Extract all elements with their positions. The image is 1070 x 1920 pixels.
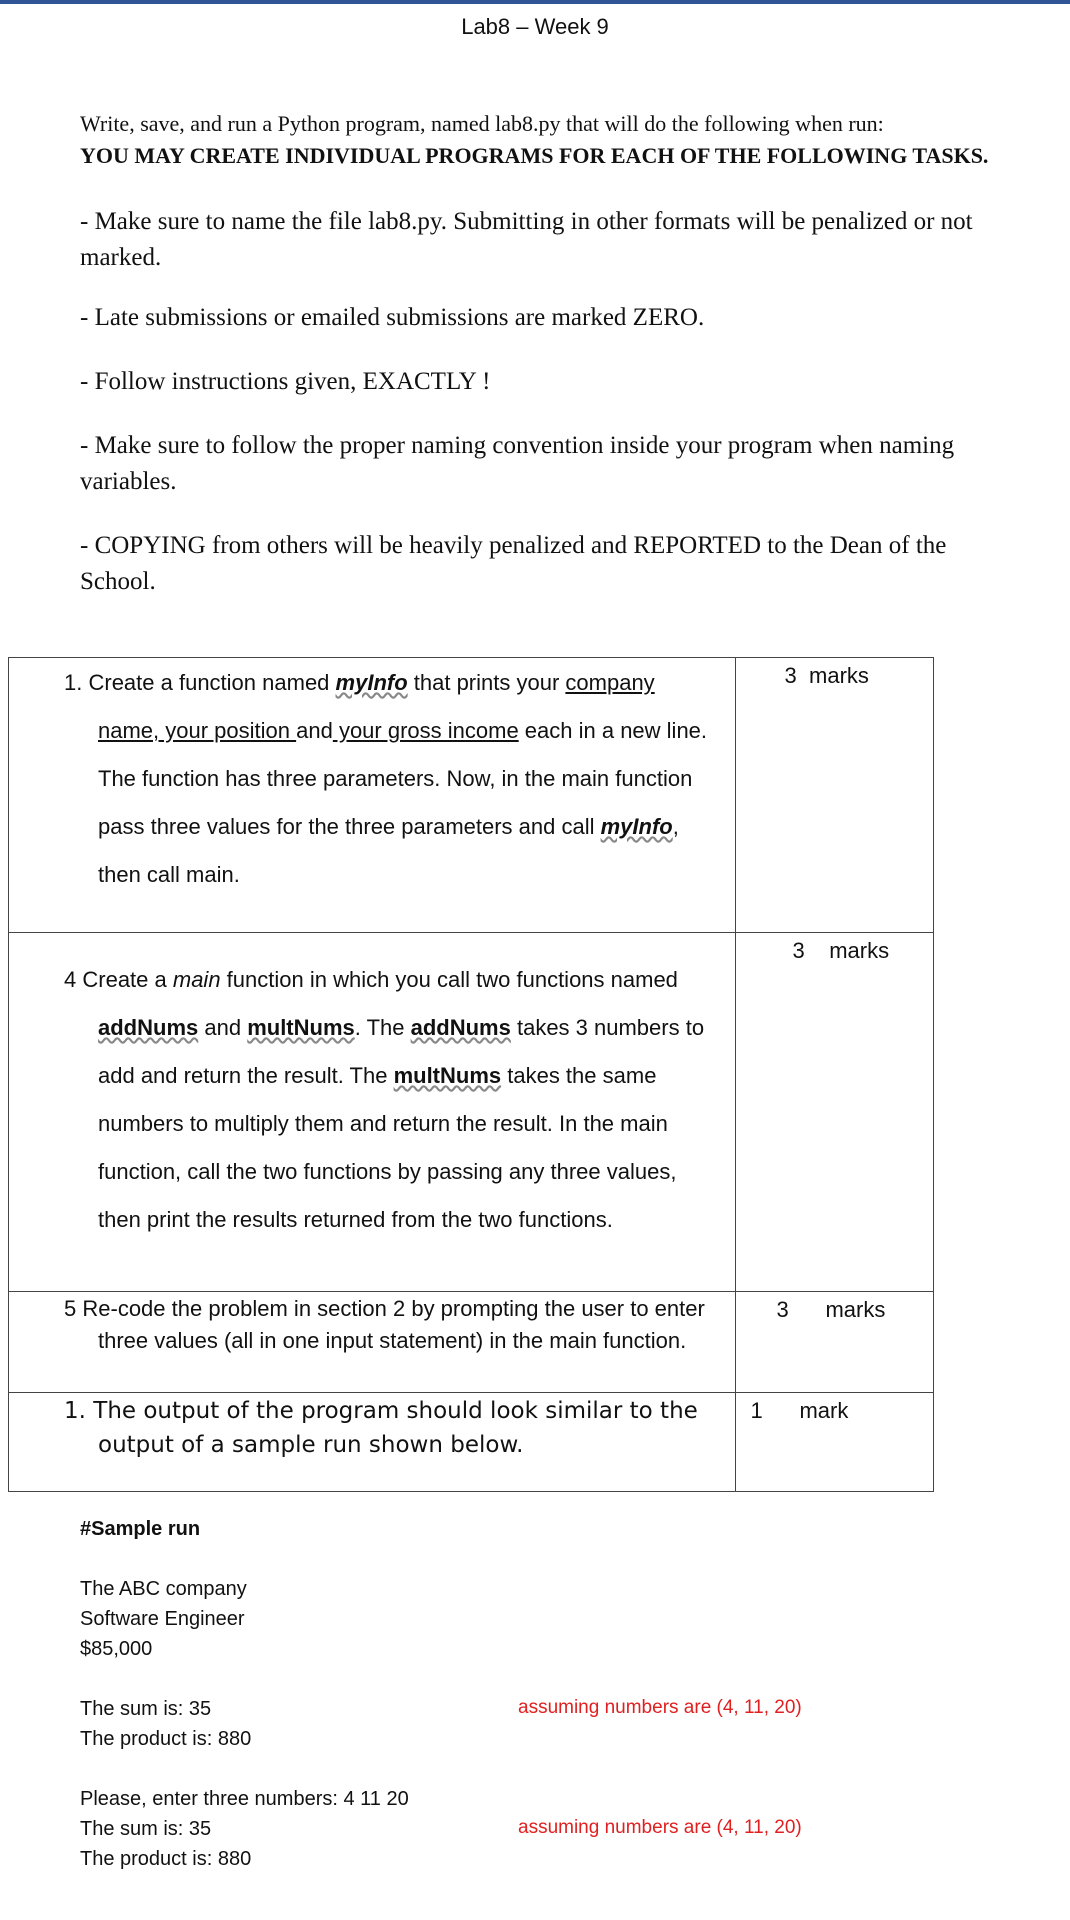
sample-run-heading: #Sample run — [80, 1518, 201, 1540]
task-2-text: 4 Create a main function in which you call two functions named addNums and multNums. The addNums takes 3 numbers to add and return the result. The multNums takes the same numbers to multiply them and return the result. In the main function, call the two functions by passing any three values, then print the results returned from the two functions. — [64, 967, 705, 1232]
rule-late: - Late submissions or emailed submissions are marked ZERO. — [80, 304, 705, 331]
task-4-text: 1. The output of the program should look similar to the output of a sample run shown below. — [64, 1398, 698, 1458]
task-2-marks: 3 marks — [792, 938, 890, 963]
sample-line: The sum is: 35 — [80, 1698, 212, 1720]
task-1-text: 1. Create a function named myInfo that prints your company name, your position and your gross income each in a new line. The function has three parameters. Now, in the main function pass three values for the three parameters and call myInfo, then call main. — [64, 670, 708, 887]
rule-copying: - COPYING from others will be heavily penalized and REPORTED to the Dean of the School. — [80, 532, 947, 595]
task-3-text: 5 Re-code the problem in section 2 by prompting the user to enter three values (all in one input statement) in the main function. — [64, 1296, 705, 1353]
task-row — [9, 933, 934, 1292]
sample-line: The ABC company — [80, 1578, 247, 1600]
sample-line: The sum is: 35 — [80, 1818, 212, 1840]
sample-line: Please, enter three numbers: 4 11 20 — [80, 1788, 409, 1810]
task-3-marks: 3 marks — [776, 1297, 886, 1322]
sample-line: The product is: 880 — [80, 1848, 252, 1870]
task-1-marks: 3 marks — [784, 663, 869, 688]
assumption-note: assuming numbers are (4, 11, 20) — [518, 1817, 802, 1838]
intro-paragraph — [80, 108, 1000, 172]
assumption-note: assuming numbers are (4, 11, 20) — [518, 1697, 802, 1718]
sample-line: Software Engineer — [80, 1608, 245, 1630]
sample-output-block-3 — [80, 1784, 409, 1874]
intro-line: Write, save, and run a Python program, named lab8.py that will do the following when run: — [80, 111, 884, 136]
sample-line: $85,000 — [80, 1638, 153, 1660]
task-row — [9, 658, 934, 933]
sample-line: The product is: 880 — [80, 1728, 252, 1750]
rule-naming: - Make sure to follow the proper naming convention inside your program when naming variables. — [80, 432, 955, 495]
page-title: Lab8 – Week 9 — [461, 14, 609, 39]
sample-output-block-2 — [80, 1694, 251, 1754]
top-border — [0, 0, 1070, 4]
sample-output-block-1 — [80, 1574, 247, 1664]
tasks-table — [8, 657, 934, 1492]
rule-file-name: - Make sure to name the file lab8.py. Submitting in other formats will be penalized or not marked. — [80, 208, 973, 271]
intro-bold-line: YOU MAY CREATE INDIVIDUAL PROGRAMS FOR EACH OF THE FOLLOWING TASKS. — [80, 143, 989, 168]
task-4-marks: 1 mark — [750, 1398, 849, 1423]
rule-instructions: - Follow instructions given, EXACTLY ! — [80, 368, 491, 395]
task-row — [9, 1292, 934, 1393]
task-row — [9, 1393, 934, 1492]
